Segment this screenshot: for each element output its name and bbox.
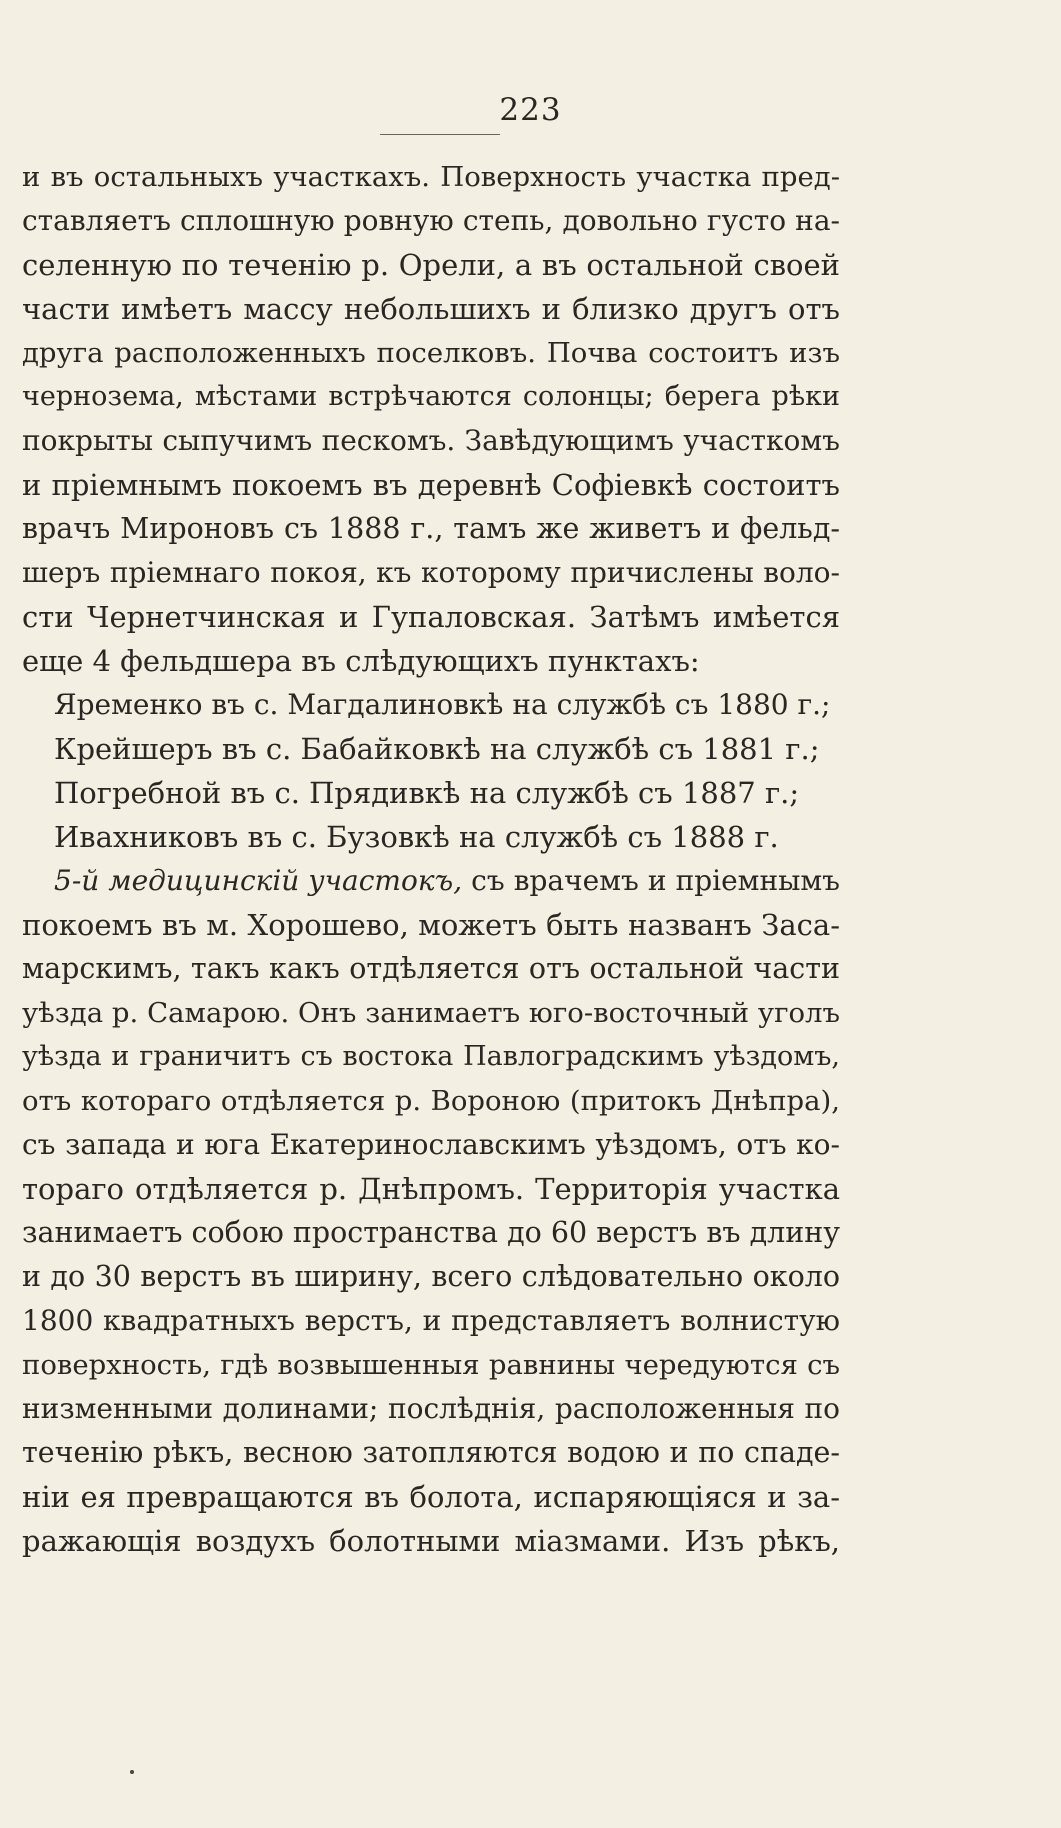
- text-line: занимаетъ собою пространства до 60 верстъ въ длину: [22, 1216, 840, 1249]
- text-line: и въ остальныхъ участкахъ. Поверхность участка пред-: [22, 161, 840, 193]
- section-heading: 5-й медицинскій участокъ,: [54, 864, 463, 897]
- text-line: друга расположенныхъ поселковъ. Почва состоитъ изъ: [22, 337, 840, 369]
- text-line: ставляетъ сплошную ровную степь, довольно густо на-: [22, 204, 840, 237]
- text-line: съ запада и юга Екатеринославскимъ уѣздомъ, отъ ко-: [22, 1128, 840, 1161]
- text-line: ражающія воздухъ болотными міазмами. Изъ рѣкъ,: [22, 1524, 840, 1558]
- list-item: Ивахниковъ въ с. Бузовкѣ на службѣ съ 1888 г.: [54, 820, 779, 854]
- text-line: и пріемнымъ покоемъ въ деревнѣ Софіевкѣ состоитъ: [22, 468, 840, 502]
- text-line: врачъ Мироновъ съ 1888 г., тамъ же живетъ и фельд-: [22, 512, 840, 545]
- list-item: Яременко въ с. Магдалиновкѣ на службѣ съ 1880 г.;: [54, 688, 831, 721]
- text-line: поверхность, гдѣ возвышенныя равнины чередуются съ: [22, 1349, 840, 1381]
- text-line: шеръ пріемнаго покоя, къ которому причислены воло-: [22, 556, 840, 589]
- text-line: тораго отдѣляется р. Днѣпромъ. Территорія участка: [22, 1172, 840, 1206]
- ink-speck: [130, 1770, 134, 1774]
- text-line: селенную по теченію р. Орели, а въ остальной своей: [22, 248, 840, 282]
- text-line: уѣзда и граничитъ съ востока Павлоградскимъ уѣздомъ,: [22, 1041, 840, 1072]
- text-line: марскимъ, такъ какъ отдѣляется отъ остальной части: [22, 952, 840, 985]
- text-line: низменными долинами; послѣднія, расположенныя по: [22, 1392, 840, 1425]
- text-line: чернозема, мѣстами встрѣчаются солонцы; берега рѣки: [22, 381, 840, 412]
- list-item: Крейшеръ въ с. Бабайковкѣ на службѣ съ 1881 г.;: [54, 732, 820, 766]
- text-line-rest: съ врачемъ и пріемнымъ: [462, 864, 840, 897]
- text-line: покоемъ въ м. Хорошево, можетъ быть названъ Заса-: [22, 908, 840, 942]
- text-line: теченію рѣкъ, весною затопляются водою и по спаде-: [22, 1436, 840, 1469]
- text-line: покрыты сыпучимъ пескомъ. Завѣдующимъ участкомъ: [22, 424, 840, 457]
- feldsher-list: [22, 683, 840, 859]
- page-number: 223: [499, 92, 562, 128]
- text-line: сти Чернетчинская и Гупаловская. Затѣмъ имѣется: [22, 600, 840, 634]
- text-line: [22, 859, 840, 903]
- text-line: ніи ея превращаются въ болота, испаряющіяся и за-: [22, 1480, 840, 1514]
- page-body: [22, 155, 840, 1563]
- text-line: 1800 квадратныхъ верстъ, и представляетъ волнистую: [22, 1304, 840, 1337]
- text-line: части имѣетъ массу небольшихъ и близко другъ отъ: [22, 292, 840, 326]
- list-item: Погребной въ с. Прядивкѣ на службѣ съ 1887 г.;: [54, 776, 800, 810]
- header-rule: [380, 134, 500, 135]
- text-line: уѣзда р. Самарою. Онъ занимаетъ юго-восточный уголъ: [22, 997, 840, 1029]
- text-line: отъ котораго отдѣляется р. Вороною (притокъ Днѣпра),: [22, 1085, 840, 1117]
- text-line: еще 4 фельдшера въ слѣдующихъ пунктахъ:: [22, 644, 700, 678]
- text-line: и до 30 верстъ въ ширину, всего слѣдовательно около: [22, 1260, 840, 1293]
- paragraph-2: [22, 859, 840, 1563]
- paragraph-1: [22, 155, 840, 683]
